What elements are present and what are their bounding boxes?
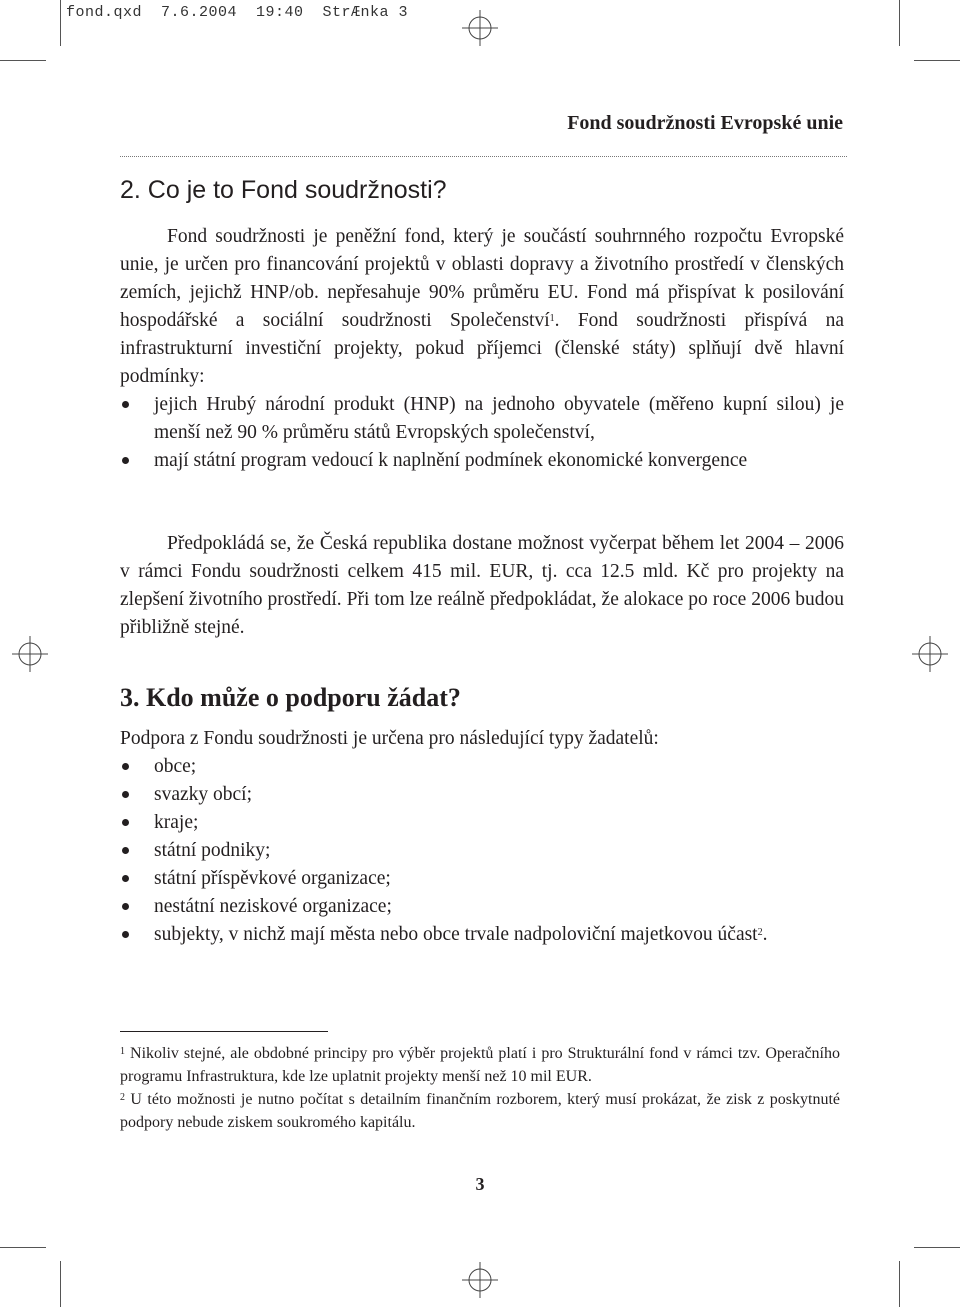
section-3-intro: Podpora z Fondu soudržnosti je určena pro následující typy žadatelů: [120,728,659,749]
list-item [120,447,844,475]
list-item [120,893,844,921]
paragraph-text: Fond soudržnosti je peněžní fond, který je součástí souhrnného rozpočtu Evropské unie, je určen pro financování projektů v oblasti dopravy a životního prostředí v členských zemích, jejichž HNP/ob. nepřesahuje 90% průměru EU. Fond má přispívat k posilování hospodářské a sociální soudržnosti Společenství [120,226,844,331]
bullet-icon [122,457,129,464]
list-item-text: kraje; [154,812,199,833]
footnote-divider [120,1031,328,1032]
crop-mark [914,60,960,61]
list-item-text: státní příspěvkové organizace; [154,868,391,889]
crop-mark [60,1261,61,1307]
page-number: 3 [475,1174,485,1194]
paragraph-text: . Fond soudržnosti přispívá na infrastrukturní investiční projekty, pokud příjemci (členské státy) splňují dvě hlavní podmínky: [120,310,844,387]
registration-mark-icon [12,636,48,672]
footnote-ref-1: 1 [549,313,555,324]
crop-mark [60,0,61,46]
list-item-text: obce; [154,756,197,777]
section-2-allocation-paragraph: Předpokládá se, že Česká republika dostane možnost vyčerpat během let 2004 – 2006 v rámci Fondu soudržnosti celkem 415 mil. EUR, tj. cca 12.5 mld. Kč pro projekty na zlepšení životního prostředí. Při tom lze reálně předpokládat, že alokace po roce 2006 budou přibližně stejné. [120,533,844,638]
print-slug: fond.qxd 7.6.2004 19:40 StrÆnka 3 [66,4,409,21]
footnote-text: U této možnosti je nutno počítat s detailním finančním rozborem, který musí prokázat, že zisk z poskytnuté podpory nebude ziskem soukromého kapitálu. [120,1091,841,1131]
list-item [120,809,844,837]
registration-mark-icon [912,636,948,672]
list-item-text: subjekty, v nichž mají města nebo obce trvale nadpoloviční majetkovou účast [154,924,758,945]
applicants-list [120,753,844,949]
header-divider [120,156,847,157]
footnotes [120,1042,840,1134]
bullet-icon [122,401,129,408]
bullet-icon [122,819,129,826]
list-item-text: mají státní program vedoucí k naplnění podmínek ekonomické konvergence [154,450,748,471]
conditions-list [120,391,844,475]
crop-mark [0,60,46,61]
list-item-text: jejich Hrubý národní produkt (HNP) na jednoho obyvatele (měřeno kupní silou) je menší než 90 % průměru států Evropských společenství, [154,394,844,443]
list-item [120,865,844,893]
registration-mark-icon [462,10,498,46]
footnote [120,1088,840,1134]
crop-mark [914,1247,960,1248]
list-item-text: nestátní neziskové organizace; [154,896,392,917]
section-2-paragraph [120,223,844,391]
crop-mark [0,1247,46,1248]
list-item [120,781,844,809]
list-item [120,837,844,865]
crop-mark [899,1261,900,1307]
footnote-text: Nikoliv stejné, ale obdobné principy pro výběr projektů platí i pro Strukturální fond v rámci tzv. Operačního programu Infrastruktura, kde lze uplatnit projekty menší než 10 mil EUR. [120,1045,841,1085]
footnote [120,1042,840,1088]
crop-mark [899,0,900,46]
section-2-title: 2. Co je to Fond soudržnosti? [120,176,447,204]
registration-mark-icon [462,1262,498,1298]
bullet-icon [122,903,129,910]
list-item [120,391,844,447]
running-head: Fond soudržnosti Evropské unie [567,112,843,134]
list-item [120,921,844,949]
footnote-number: 2 [120,1092,125,1103]
section-3-title: 3. Kdo může o podporu žádat? [120,683,461,712]
list-item-text: státní podniky; [154,840,271,861]
bullet-icon [122,791,129,798]
bullet-icon [122,931,129,938]
bullet-icon [122,847,129,854]
footnote-number: 1 [120,1046,125,1057]
list-item-text: . [762,924,768,945]
bullet-icon [122,763,129,770]
footnote-ref-2: 2 [757,927,763,938]
list-item-text: svazky obcí; [154,784,253,805]
bullet-icon [122,875,129,882]
list-item [120,753,844,781]
